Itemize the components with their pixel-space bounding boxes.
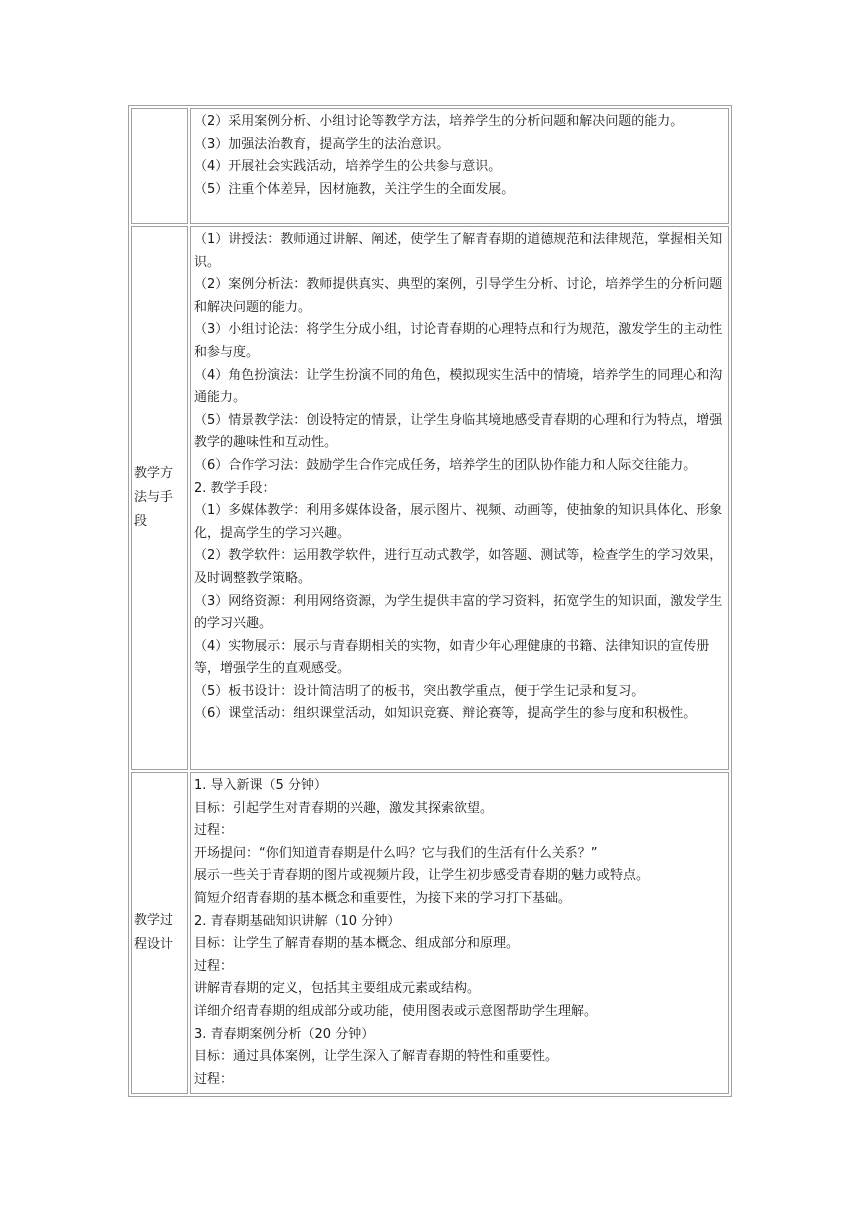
content-line: （3）加强法治教育，提高学生的法治意识。 [194, 136, 450, 152]
table-row [131, 226, 729, 770]
content-line: （5）板书设计：设计简洁明了的板书，突出教学重点，便于学生记录和复习。 [194, 683, 645, 699]
content-line: （2）教学软件：运用教学软件，进行互动式教学，如答题、测试等，检查学生的学习效果，及时调整教学策略。 [194, 548, 723, 586]
content-line: （1）讲授法：教师通过讲解、阐述，使学生了解青春期的道德规范和法律规范，掌握相关知识。 [194, 232, 723, 270]
row-label-cell: 教学方法与手段 [131, 226, 188, 770]
content-line: 展示一些关于青春期的图片或视频片段，让学生初步感受青春期的魅力或特点。 [194, 868, 650, 884]
content-line: 过程： [194, 1071, 234, 1087]
content-line: 2. 教学手段： [194, 480, 276, 496]
content-line: 开场提问：“你们知道青春期是什么吗？它与我们的生活有什么关系？” [194, 845, 598, 861]
content-line: （4）角色扮演法：让学生扮演不同的角色，模拟现实生活中的情境，培养学生的同理心和沟通能力。 [194, 367, 723, 406]
content-line: 1. 导入新课（5 分钟） [194, 778, 327, 793]
content-line: 讲解青春期的定义，包括其主要组成元素或结构。 [194, 981, 481, 997]
content-line: （2）采用案例分析、小组讨论等教学方法，培养学生的分析问题和解决问题的能力。 [194, 114, 684, 129]
content-line: 3. 青春期案例分析（20 分钟） [194, 1026, 375, 1042]
row-label-cell [131, 108, 188, 224]
content-line: 2. 青春期基础知识讲解（10 分钟） [194, 913, 401, 929]
content-line: 目标：引起学生对青春期的兴趣，激发其探索欲望。 [194, 800, 494, 816]
content-line: 详细介绍青春期的组成部分或功能，使用图表或示意图帮助学生理解。 [194, 1003, 598, 1019]
table-row [131, 772, 729, 1094]
content-line: （3）网络资源：利用网络资源，为学生提供丰富的学习资料，拓宽学生的知识面，激发学生的学习兴趣。 [194, 593, 723, 632]
content-line: 目标：让学生了解青春期的基本概念、组成部分和原理。 [194, 936, 520, 952]
lesson-plan-table [128, 105, 732, 1097]
row-content-cell [190, 108, 729, 224]
content-line: （2）案例分析法：教师提供真实、典型的案例，引导学生分析、讨论，培养学生的分析问题和解决问题的能力。 [194, 277, 723, 315]
row-content-cell [190, 772, 729, 1094]
content-line: 目标：通过具体案例，让学生深入了解青春期的特性和重要性。 [194, 1049, 559, 1065]
content-line: （6）课堂活动：组织课堂活动，如知识竞赛、辩论赛等，提高学生的参与度和积极性。 [194, 706, 697, 722]
content-line: （4）开展社会实践活动，培养学生的公共参与意识。 [194, 159, 502, 175]
content-line: 简短介绍青春期的基本概念和重要性，为接下来的学习打下基础。 [194, 890, 572, 906]
content-line: （6）合作学习法：鼓励学生合作完成任务，培养学生的团队协作能力和人际交往能力。 [194, 457, 697, 473]
table-row [131, 108, 729, 224]
content-line: （1）多媒体教学：利用多媒体设备，展示图片、视频、动画等，使抽象的知识具体化、形象化，提高学生的学习兴趣。 [194, 503, 723, 541]
row-label-cell: 教学过程设计 [131, 772, 188, 1094]
content-line: （4）实物展示：展示与青春期相关的实物，如青少年心理健康的书籍、法律知识的宣传册等，增强学生的直观感受。 [194, 638, 710, 677]
content-line: 过程： [194, 958, 234, 974]
content-line: （5）情景教学法：创设特定的情景，让学生身临其境地感受青春期的心理和行为特点，增强教学的趣味性和互动性。 [194, 412, 723, 451]
content-line: 过程： [194, 823, 234, 839]
content-line: （5）注重个体差异，因材施教，关注学生的全面发展。 [194, 181, 515, 197]
content-line: （3）小组讨论法：将学生分成小组，讨论青春期的心理特点和行为规范，激发学生的主动性和参与度。 [194, 322, 723, 360]
row-content-cell [190, 226, 729, 770]
